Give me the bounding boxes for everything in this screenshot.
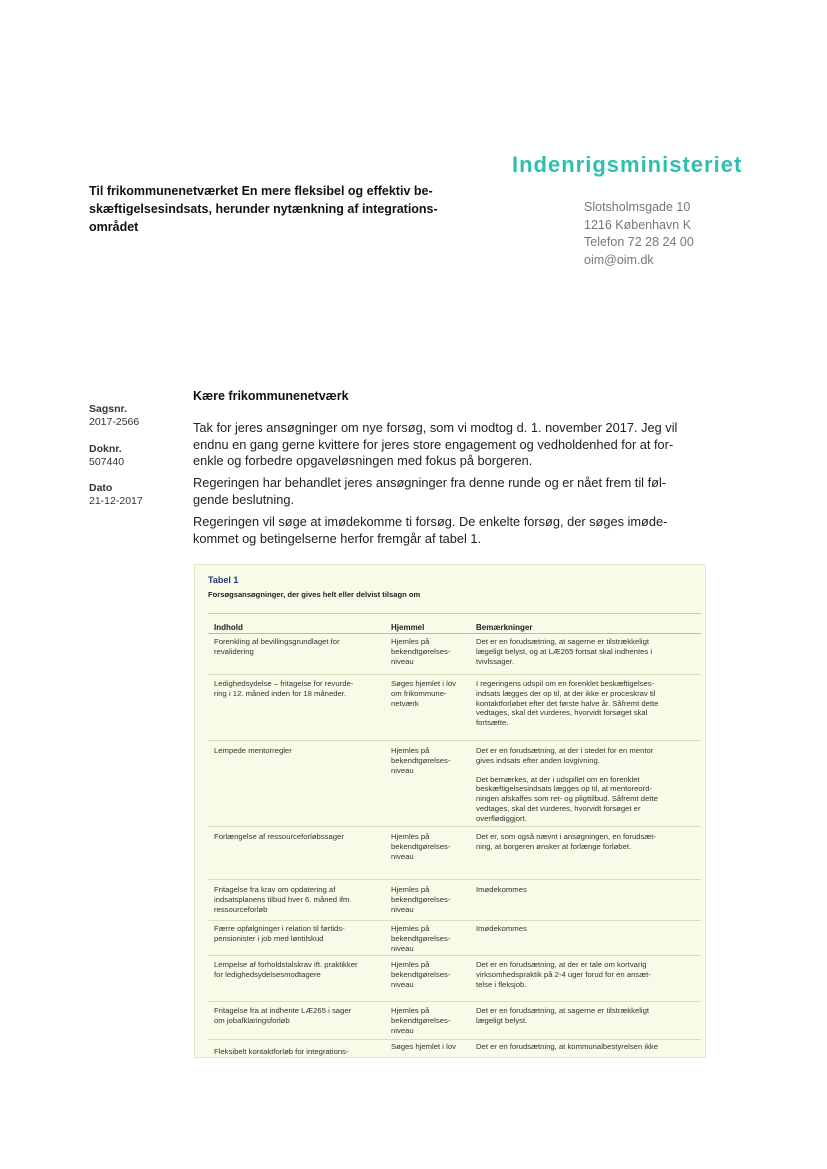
- table-1: [194, 564, 706, 1058]
- cell-bemaerkninger: [476, 832, 701, 852]
- row-divider: [208, 740, 701, 741]
- cell-line: bekendtgørelses-: [391, 755, 451, 765]
- cell-line: Imødekommes: [476, 885, 527, 894]
- cell-indhold: [214, 1047, 390, 1057]
- cell-indhold: [214, 1006, 390, 1026]
- paragraph-2: [193, 475, 713, 508]
- table-divider: [208, 613, 701, 614]
- cell-bemaerkninger: [476, 746, 701, 824]
- cell-line: Hjemles på: [391, 746, 430, 755]
- cell-line: Fleksibelt kontaktforløb for integrations-: [214, 1047, 349, 1056]
- table-subtitle: Forsøgsansøgninger, der gives helt eller delvist tilsagn om: [208, 590, 421, 599]
- cell-line: Ledighedsydelse – fritagelse for revurde-: [214, 679, 354, 688]
- row-divider: [208, 674, 701, 675]
- cell-indhold: [214, 960, 390, 980]
- cell-indhold: [214, 924, 390, 944]
- cell-line: lægeligt belyst.: [476, 1015, 528, 1025]
- cell-line: niveau: [391, 943, 414, 953]
- cell-line: vedtages, skal det vurderes, hvorvidt forsøget skal: [476, 708, 648, 718]
- paragraph-1: [193, 420, 713, 470]
- cell-line: overflødiggjort.: [476, 813, 527, 823]
- doknr-label: Doknr.: [89, 443, 122, 455]
- paragraph-line: Regeringen har behandlet jeres ansøgninger fra denne runde og er nået frem til føl-: [193, 475, 667, 490]
- cell-indhold: [214, 832, 390, 842]
- cell-line: niveau: [391, 979, 414, 989]
- cell-line: Det bemærkes, at der i udspillet om en forenklet: [476, 774, 640, 784]
- cell-hjemmel: [391, 746, 471, 775]
- cell-indhold: [214, 746, 390, 756]
- cell-bemaerkninger: [476, 960, 701, 989]
- cell-line: bekendtgørelses-: [391, 969, 451, 979]
- sagsnr-block: [89, 403, 179, 429]
- row-divider: [208, 955, 701, 956]
- row-divider: [208, 920, 701, 921]
- salutation: Kære frikommunenetværk: [193, 389, 349, 403]
- cell-line: niveau: [391, 851, 414, 861]
- cell-line: Lempede mentorregler: [214, 746, 292, 755]
- ministry-logo: [512, 152, 743, 177]
- cell-hjemmel: [391, 1006, 471, 1035]
- paragraph-line: gende beslutning.: [193, 491, 295, 507]
- cell-line: Fritagelse fra at indhente LÆ265 i sager: [214, 1006, 352, 1015]
- address-email: oim@oim.dk: [584, 252, 654, 267]
- cell-line: Søges hjemlet i lov: [391, 1042, 456, 1051]
- address-street: Slotsholmsgade 10: [584, 200, 691, 214]
- doknr-block: [89, 443, 179, 469]
- cell-line: virksomhedspraktik på 2-4 uger forud for en ansæt-: [476, 969, 651, 979]
- cell-line: om jobafklaringsforløb: [214, 1015, 290, 1025]
- logo-text: Indenrigsministeriet: [512, 152, 743, 177]
- cell-line: ressourceforløb: [214, 904, 268, 914]
- cell-line: pensionister i job med løntilskud: [214, 933, 324, 943]
- cell-line: revalidering: [214, 646, 254, 656]
- cell-line: Imødekommes: [476, 924, 527, 933]
- cell-line: niveau: [391, 904, 414, 914]
- cell-line: indsats lægges der op til, at der ikke er proceskrav til: [476, 688, 656, 698]
- cell-line: Det er en forudsætning, at der i stedet for en mentor: [476, 746, 654, 755]
- row-divider: [208, 1039, 701, 1040]
- dato-label: Dato: [89, 482, 113, 494]
- cell-line: for ledighedsydelsesmodtagere: [214, 969, 321, 979]
- column-header-indhold: Indhold: [214, 623, 243, 632]
- table-title: Tabel 1: [208, 575, 239, 585]
- cell-line: ningen afskaffes som ret- og pligttilbud. Såfremt dette: [476, 794, 658, 804]
- cell-line: bekendtgørelses-: [391, 841, 451, 851]
- row-divider: [208, 826, 701, 827]
- cell-line: Det er en forudsætning, at der er tale om kortvarig: [476, 960, 647, 969]
- cell-bemaerkninger: [476, 1042, 701, 1052]
- cell-line: Forenkling af bevillingsgrundlaget for: [214, 637, 340, 646]
- cell-indhold: [214, 637, 390, 657]
- recipient-line: skæftigelsesindsats, herunder nytænkning af integrations-: [89, 202, 438, 216]
- row-divider: [208, 879, 701, 880]
- dato-block: [89, 482, 179, 508]
- cell-line: niveau: [391, 656, 414, 666]
- cell-line: Det er en forudsætning, at sagerne er tilstrækkeligt: [476, 637, 650, 646]
- cell-line: bekendtgørelses-: [391, 1015, 451, 1025]
- cell-line: Hjemles på: [391, 832, 430, 841]
- cell-line: ring i 12. måned inden for 18 måneder.: [214, 688, 347, 698]
- recipient-heading: [89, 182, 479, 236]
- paragraph-line: kommet og betingelserne herfor fremgår af tabel 1.: [193, 530, 482, 546]
- recipient-line: området: [89, 220, 139, 234]
- cell-indhold: [214, 679, 390, 699]
- sender-address: [584, 199, 694, 269]
- cell-line: gives indsats efter anden lovgivning.: [476, 755, 600, 765]
- cell-line: Fritagelse fra krav om opdatering af: [214, 885, 336, 894]
- dato-value: 21-12-2017: [89, 495, 143, 507]
- cell-hjemmel: [391, 637, 471, 666]
- cell-line: om frikommune-: [391, 688, 447, 698]
- cell-hjemmel: [391, 885, 471, 914]
- cell-hjemmel: [391, 679, 471, 708]
- cell-line: Hjemles på: [391, 885, 430, 894]
- doknr-value: 507440: [89, 456, 125, 468]
- cell-line: tvivlssager.: [476, 656, 515, 666]
- cell-indhold: [214, 885, 390, 914]
- cell-bemaerkninger: [476, 924, 701, 934]
- column-header-hjemmel: Hjemmel: [391, 623, 425, 632]
- cell-line: niveau: [391, 1025, 414, 1035]
- sagsnr-value: 2017-2566: [89, 416, 140, 428]
- cell-line: Lempelse af forholdstalskrav ift. praktikker: [214, 960, 358, 969]
- sagsnr-label: Sagsnr.: [89, 403, 127, 415]
- paragraph-3: [193, 514, 713, 547]
- cell-line: vedtages, skal det vurderes, hvorvidt forsøget er: [476, 803, 641, 813]
- paragraph-line: enkle og forbedre opgaveløsningen med fokus på borgeren.: [193, 453, 533, 468]
- cell-bemaerkninger: [476, 885, 701, 895]
- cell-line: ning, at borgeren ønsker at forlænge forløbet.: [476, 841, 632, 851]
- column-header-bemaerkninger: Bemærkninger: [476, 623, 533, 632]
- cell-line: fortsætte.: [476, 718, 509, 728]
- cell-line: bekendtgørelses-: [391, 894, 451, 904]
- cell-line: kontaktforløbet efter det første halve år. Såfremt dette: [476, 698, 659, 708]
- cell-bemaerkninger: [476, 679, 701, 728]
- table-header-divider: [208, 633, 701, 634]
- cell-line: Hjemles på: [391, 924, 430, 933]
- paragraph-line: endnu en gang gerne kvittere for jeres store engagement og vedholdenhed for at for-: [193, 436, 674, 452]
- cell-line: Hjemles på: [391, 1006, 430, 1015]
- cell-hjemmel: [391, 1042, 471, 1052]
- cell-line: Det er en forudsætning, at sagerne er tilstrækkeligt: [476, 1006, 650, 1015]
- cell-line: beskæftigelsesindsats lægges op til, at mentoreord-: [476, 784, 653, 794]
- cell-line: indsatsplanens tilbud hver 6. måned ifm.: [214, 894, 352, 904]
- cell-line: Færre opfølgninger i relation til førtids-: [214, 924, 345, 933]
- cell-hjemmel: [391, 960, 471, 989]
- cell-line: netværk: [391, 698, 419, 708]
- cell-line: lægeligt belyst, og at LÆ265 fortsat skal indhentes i: [476, 646, 653, 656]
- cell-bemaerkninger: [476, 1006, 701, 1026]
- cell-line: bekendtgørelses-: [391, 933, 451, 943]
- cell-line: niveau: [391, 765, 414, 775]
- cell-line: I regeringens udspil om en forenklet beskæftigelses-: [476, 679, 655, 688]
- cell-bemaerkninger: [476, 637, 701, 666]
- paragraph-line: Tak for jeres ansøgninger om nye forsøg, som vi modtog d. 1. november 2017. Jeg vil: [193, 420, 678, 435]
- cell-hjemmel: [391, 924, 471, 953]
- cell-line: Hjemles på: [391, 960, 430, 969]
- row-divider: [208, 1001, 701, 1002]
- cell-line: bekendtgørelses-: [391, 646, 451, 656]
- cell-line: Hjemles på: [391, 637, 430, 646]
- cell-line: Forlængelse af ressourceforløbssager: [214, 832, 344, 841]
- cell-line: Søges hjemlet i lov: [391, 679, 456, 688]
- address-phone: Telefon 72 28 24 00: [584, 235, 694, 249]
- address-city: 1216 København K: [584, 217, 692, 232]
- paragraph-line: Regeringen vil søge at imødekomme ti forsøg. De enkelte forsøg, der søges imøde-: [193, 514, 668, 529]
- cell-line: Det er en forudsætning, at kommunalbestyrelsen ikke: [476, 1042, 659, 1051]
- cell-line: Det er, som også nævnt i ansøgningen, en forudsæt-: [476, 832, 656, 841]
- cell-line: telse i fleksjob.: [476, 979, 527, 989]
- cell-hjemmel: [391, 832, 471, 861]
- recipient-line: Til frikommunenetværket En mere fleksibel og effektiv be-: [89, 184, 433, 198]
